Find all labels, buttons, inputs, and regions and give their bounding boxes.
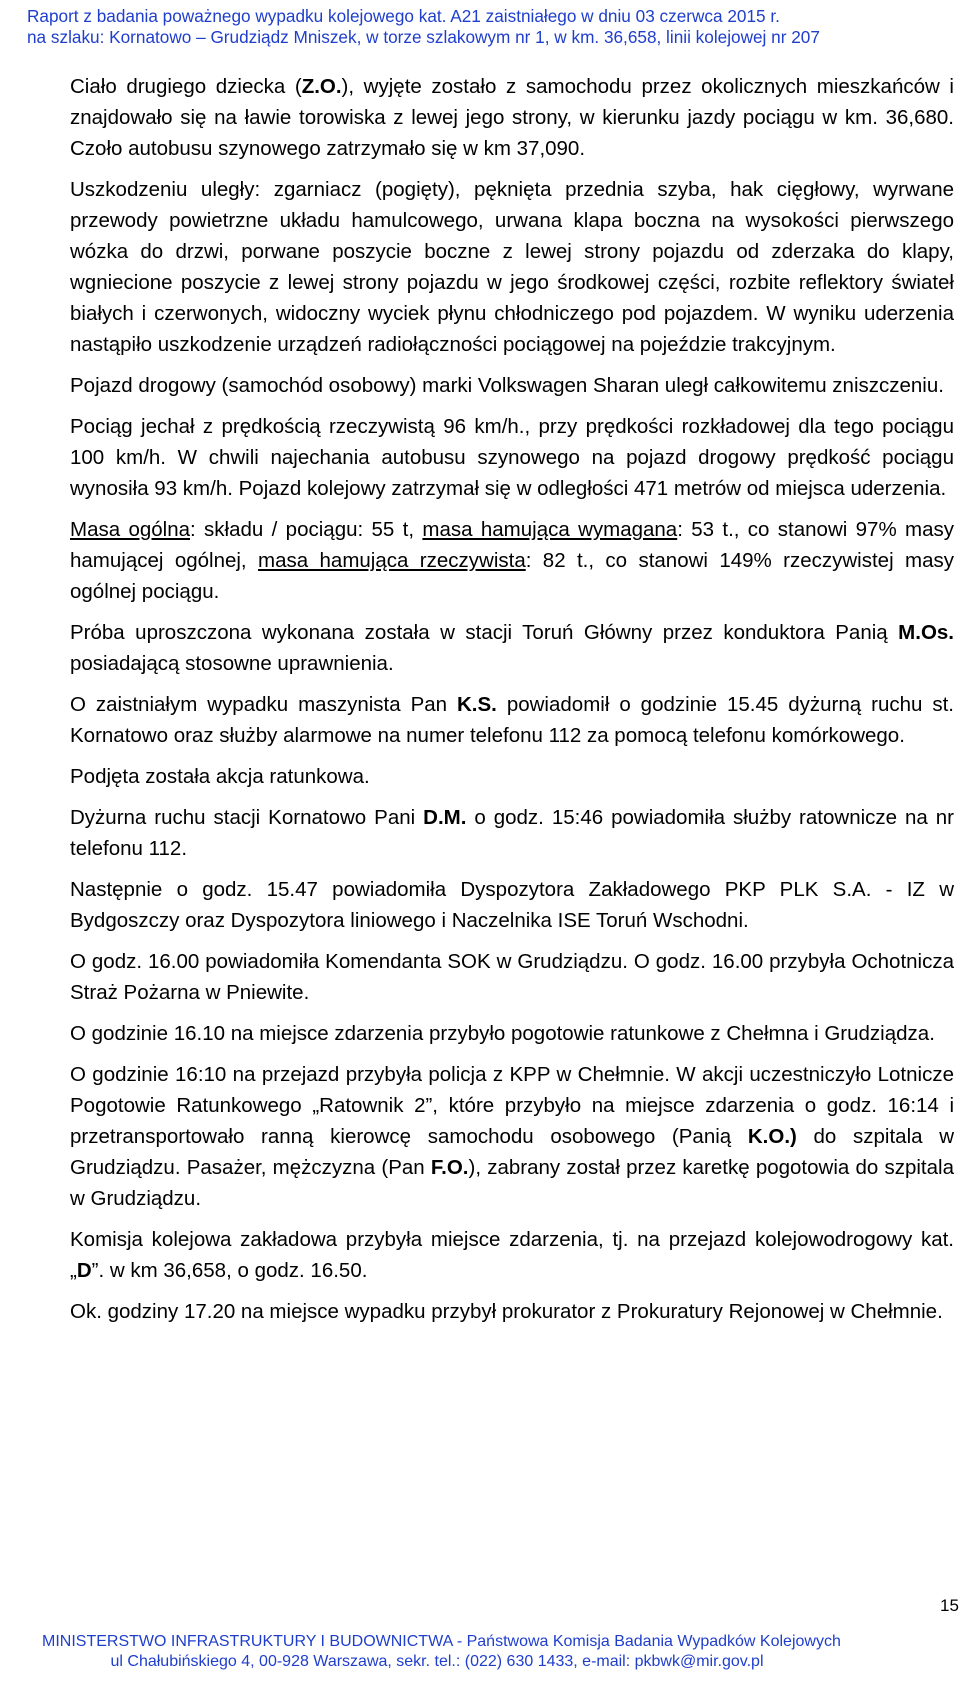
paragraph <box>70 761 954 792</box>
header-line-2: na szlaku: Kornatowo – Grudziądz Mniszek, w torze szlakowym nr 1, w km. 36,658, linii kolejowej nr 207 <box>27 27 820 47</box>
paragraph <box>70 874 954 936</box>
footer-line-2: ul Chałubińskiego 4, 00-928 Warszawa, sekr. tel.: (022) 630 1433, e-mail: pkbwk@mir.gov.pl <box>110 1653 764 1670</box>
text-run: : 82 t., co stanowi 149% rzeczywistej masy ogólnej pociągu. <box>70 549 954 603</box>
bold-text: Z.O. <box>301 75 342 98</box>
paragraph <box>70 1059 954 1214</box>
bold-text: D <box>76 1259 92 1282</box>
text-run: Dyżurna ruchu stacji Kornatowo Pani <box>70 806 424 829</box>
text-run: Ok. godziny 17.20 na miejsce wypadku przybył prokurator z Prokuratury Rejonowej w Chełmnie. <box>70 1300 943 1323</box>
paragraph <box>70 71 954 164</box>
paragraph <box>70 802 954 864</box>
paragraph <box>70 617 954 679</box>
text-run: Następnie o godz. 15.47 powiadomiła Dyspozytora Zakładowego PKP PLK S.A. - IZ w Bydgoszczy oraz Dyspozytora liniowego i Naczelnika ISE Toruń Wschodni. <box>70 878 954 932</box>
bold-text: F.O. <box>430 1156 469 1179</box>
paragraph <box>70 411 954 504</box>
text-run: Próba uproszczona wykonana została w stacji Toruń Główny przez konduktora Panią <box>70 621 899 644</box>
paragraph <box>70 370 954 401</box>
paragraph <box>70 1224 954 1286</box>
text-run: O godz. 16.00 powiadomiła Komendanta SOK w Grudziądzu. O godz. 16.00 przybyła Ochotnicza Straż Pożarna w Pniewite. <box>70 950 954 1004</box>
underlined-text: Masa ogólna <box>70 518 191 541</box>
text-run: o godz. 15:46 powiadomiła służby ratownicze na nr telefonu 112. <box>70 806 954 860</box>
text-run: : 53 t., co stanowi 97% masy hamującej ogólnej, <box>70 518 954 572</box>
underlined-text: masa hamująca wymagana <box>422 518 678 541</box>
footer-line-1: MINISTERSTWO INFRASTRUKTURY I BUDOWNICTWA - Państwowa Komisja Badania Wypadków Kolejowych <box>42 1633 841 1650</box>
paragraph <box>70 1296 954 1327</box>
paragraph <box>70 514 954 607</box>
text-run: O godzinie 16:10 na przejazd przybyła policja z KPP w Chełmnie. W akcji uczestniczyło Lotnicze Pogotowie Ratunkowego „Ratownik 2”, które przybyło na miejsce zdarzenia o godz. 16:14 i przetransportowało ranną kierowcę samochodu osobowego (Panią <box>70 1063 954 1148</box>
text-run: powiadomił o godzinie 15.45 dyżurną ruchu st. Kornatowo oraz służby alarmowe na numer telefonu 112 za pomocą telefonu komórkowego. <box>70 693 954 747</box>
underlined-text: masa hamująca rzeczywista <box>258 549 526 572</box>
paragraph <box>70 174 954 360</box>
paragraph <box>70 1018 954 1049</box>
running-footer <box>42 1632 841 1672</box>
body-text <box>70 71 954 1327</box>
text-run: do szpitala w Grudziądzu. Pasażer, mężczyzna (Pan <box>70 1125 955 1179</box>
page-number: 15 <box>940 1596 959 1615</box>
text-run: O zaistniałym wypadku maszynista Pan <box>70 693 457 716</box>
bold-text: K.S. <box>457 693 497 716</box>
text-run: O godzinie 16.10 na miejsce zdarzenia przybyło pogotowie ratunkowe z Chełmna i Grudziądza. <box>70 1022 935 1045</box>
running-header <box>27 6 937 48</box>
text-run: Komisja kolejowa zakładowa przybyła miejsce zdarzenia, tj. na przejazd kolejowodrogowy kat. „ <box>70 1228 954 1282</box>
text-run: Pociąg jechał z prędkością rzeczywistą 96 km/h., przy prędkości rozkładowej dla tego pociągu 100 km/h. W chwili najechania autobusu szynowego na pojazd drogowy prędkość pociągu wynosiła 93 km/h. Pojazd kolejowy zatrzymał się w odległości 471 metrów od miejsca uderzenia. <box>70 415 954 500</box>
text-run: Uszkodzeniu uległy: zgarniacz (pogięty), pęknięta przednia szyba, hak cięgłowy, wyrwane przewody powietrzne układu hamulcowego, urwana klapa boczna na wysokości pierwszego wózka do drzwi, porwane poszycie boczne z lewej strony pojazdu od zderzaka do klapy, wgniecione poszycie z lewej strony pojazdu w jego środkowej części, rozbite reflektory świateł białych i czerwonych, widoczny wyciek płynu chłodniczego pod pojazdem. W wyniku uderzenia nastąpiło uszkodzenie urządzeń radiołączności pociągowej na pojeździe trakcyjnym. <box>70 178 954 356</box>
paragraph <box>70 689 954 751</box>
text-run: ), wyjęte zostało z samochodu przez okolicznych mieszkańców i znajdowało się na ławie torowiska z lewej jego strony, w kierunku jazdy pociągu w km. 36,680. Czoło autobusu szynowego zatrzymało się w km 37,090. <box>70 75 954 160</box>
text-run: Ciało drugiego dziecka ( <box>70 75 302 98</box>
text-run: ), zabrany został przez karetkę pogotowia do szpitala w Grudziądzu. <box>70 1156 954 1210</box>
paragraph <box>70 946 954 1008</box>
text-run: Pojazd drogowy (samochód osobowy) marki Volkswagen Sharan uległ całkowitemu zniszczeniu. <box>70 374 944 397</box>
bold-text: K.O.) <box>747 1125 797 1148</box>
text-run: ”. w km 36,658, o godz. 16.50. <box>91 1259 368 1282</box>
text-run: posiadającą stosowne uprawnienia. <box>70 652 394 675</box>
bold-text: M.Os. <box>898 621 954 644</box>
header-line-1: Raport z badania poważnego wypadku kolejowego kat. A21 zaistniałego w dniu 03 czerwca 2015 r. <box>27 6 780 26</box>
text-run: Podjęta została akcja ratunkowa. <box>70 765 370 788</box>
bold-text: D.M. <box>423 806 467 829</box>
text-run: : składu / pociągu: 55 t, <box>190 518 423 541</box>
